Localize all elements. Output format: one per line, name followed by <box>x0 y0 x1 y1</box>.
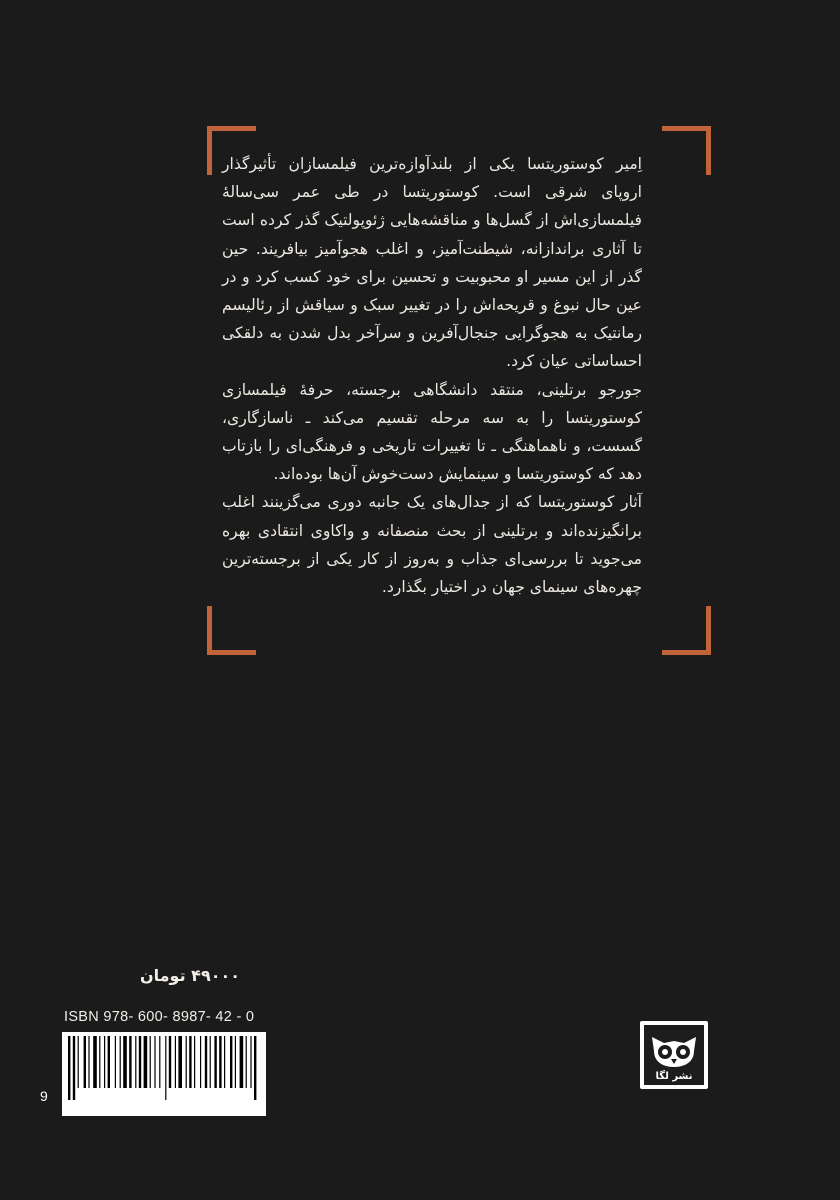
barcode-bar <box>120 1036 121 1088</box>
barcode-bar <box>246 1036 247 1088</box>
barcode-bar <box>115 1036 116 1088</box>
barcode-bar <box>210 1036 211 1088</box>
blurb-paragraph-1: اِمیر کوستوریتسا یکی از بلندآوازه‌ترین فیلمسازان تأثیرگذار اروپای شرقی است. کوستوریتسا در طی عمر سی‌سالهٔ فیلمسازی‌اش از گسل‌ها و مناقشه‌هایی ژئوپولتیک گذر کرده است تا آثاری براندازانه، شیطنت‌آمیز، و اغلب هجوآمیز بیافریند. حین گذر از این مسیر او محبوبیت و تحسین برای خود کسب کرد و در عین حال نبوغ و قریحه‌اش را در تغییر سبک و سیاقش از رئالیسم رمانتیک به هجوگرایی جنجال‌آفرین و سرآخر بدل شدن به دلقکی احساساتی عیان کرد. <box>222 155 642 371</box>
barcode-digits-right: 987420 <box>170 1088 223 1104</box>
isbn-number: ISBN 978- 600- 8987- 42 - 0 <box>64 1009 255 1025</box>
barcode-bar <box>159 1036 160 1088</box>
back-cover-blurb <box>222 150 642 601</box>
barcode-bar <box>108 1036 110 1088</box>
price-label: ۴۹۰۰۰ تومان <box>139 966 240 985</box>
barcode-bar <box>135 1036 136 1088</box>
corner-bracket-bottom-right <box>662 606 711 655</box>
barcode-bar <box>73 1036 75 1100</box>
barcode-bar <box>224 1036 225 1088</box>
barcode-digits-left: 786008 <box>80 1088 133 1104</box>
barcode-bar <box>99 1036 100 1088</box>
barcode-bar <box>169 1036 171 1088</box>
barcode-bar <box>68 1036 70 1100</box>
blurb-paragraph-3: آثار کوستوریتسا که از جدال‌های یک جانبه دوری می‌گزینند اغلب برانگیزنده‌اند و برتلینی از بحث منصفانه و واکاوی انتقادی بهره می‌جوید تا بررسی‌ای جذاب و به‌روز از کار یکی از برجسته‌ترین چهره‌های سینمای جهان در اختیار بگذارد. <box>222 493 642 597</box>
barcode-bar <box>78 1036 79 1088</box>
barcode-bar <box>84 1036 86 1088</box>
barcode-bar <box>123 1036 127 1088</box>
blurb-paragraph-2: جورجو برتلینی، منتقد دانشگاهی برجسته، حرفهٔ فیلمسازی کوستوریتسا را به سه مرحله تقسیم می‌کند ـ ناسازگاری، گسست، و ناهماهنگی ـ تا تغییرات تاریخی و فرهنگی‌ای را بازتاب دهد که کوستوریتسا و سینمایش دست‌خوش آن‌ها بوده‌اند. <box>222 380 642 484</box>
barcode-bar <box>129 1036 131 1088</box>
barcode-bar <box>139 1036 141 1088</box>
barcode-bar <box>205 1036 207 1088</box>
barcode-bar <box>154 1036 155 1088</box>
barcode-bar <box>200 1036 201 1088</box>
barcode-bar <box>178 1036 182 1088</box>
barcode-bar <box>250 1036 251 1088</box>
barcode-bar <box>240 1036 244 1088</box>
barcode-bar <box>88 1036 89 1088</box>
barcode-bar <box>150 1036 151 1088</box>
barcode-bar <box>165 1036 166 1100</box>
owl-icon <box>644 1025 704 1069</box>
publisher-logo <box>640 1021 708 1089</box>
barcode-bar <box>189 1036 191 1088</box>
barcode-bar <box>254 1036 256 1100</box>
barcode-bar <box>235 1036 236 1088</box>
barcode-bar <box>230 1036 232 1088</box>
barcode-bar <box>93 1036 97 1088</box>
barcode-bar <box>219 1036 221 1088</box>
publisher-name: نشر لگا <box>655 1071 693 1082</box>
barcode-bar <box>175 1036 176 1088</box>
barcode-digit-first: 9 <box>40 1088 49 1104</box>
corner-bracket-top-right <box>662 126 711 175</box>
barcode-bar <box>104 1036 105 1088</box>
barcode-bar <box>214 1036 216 1088</box>
barcode-bar <box>194 1036 195 1088</box>
corner-bracket-bottom-left <box>207 606 256 655</box>
barcode-bar <box>186 1036 187 1088</box>
barcode-bar <box>144 1036 148 1088</box>
